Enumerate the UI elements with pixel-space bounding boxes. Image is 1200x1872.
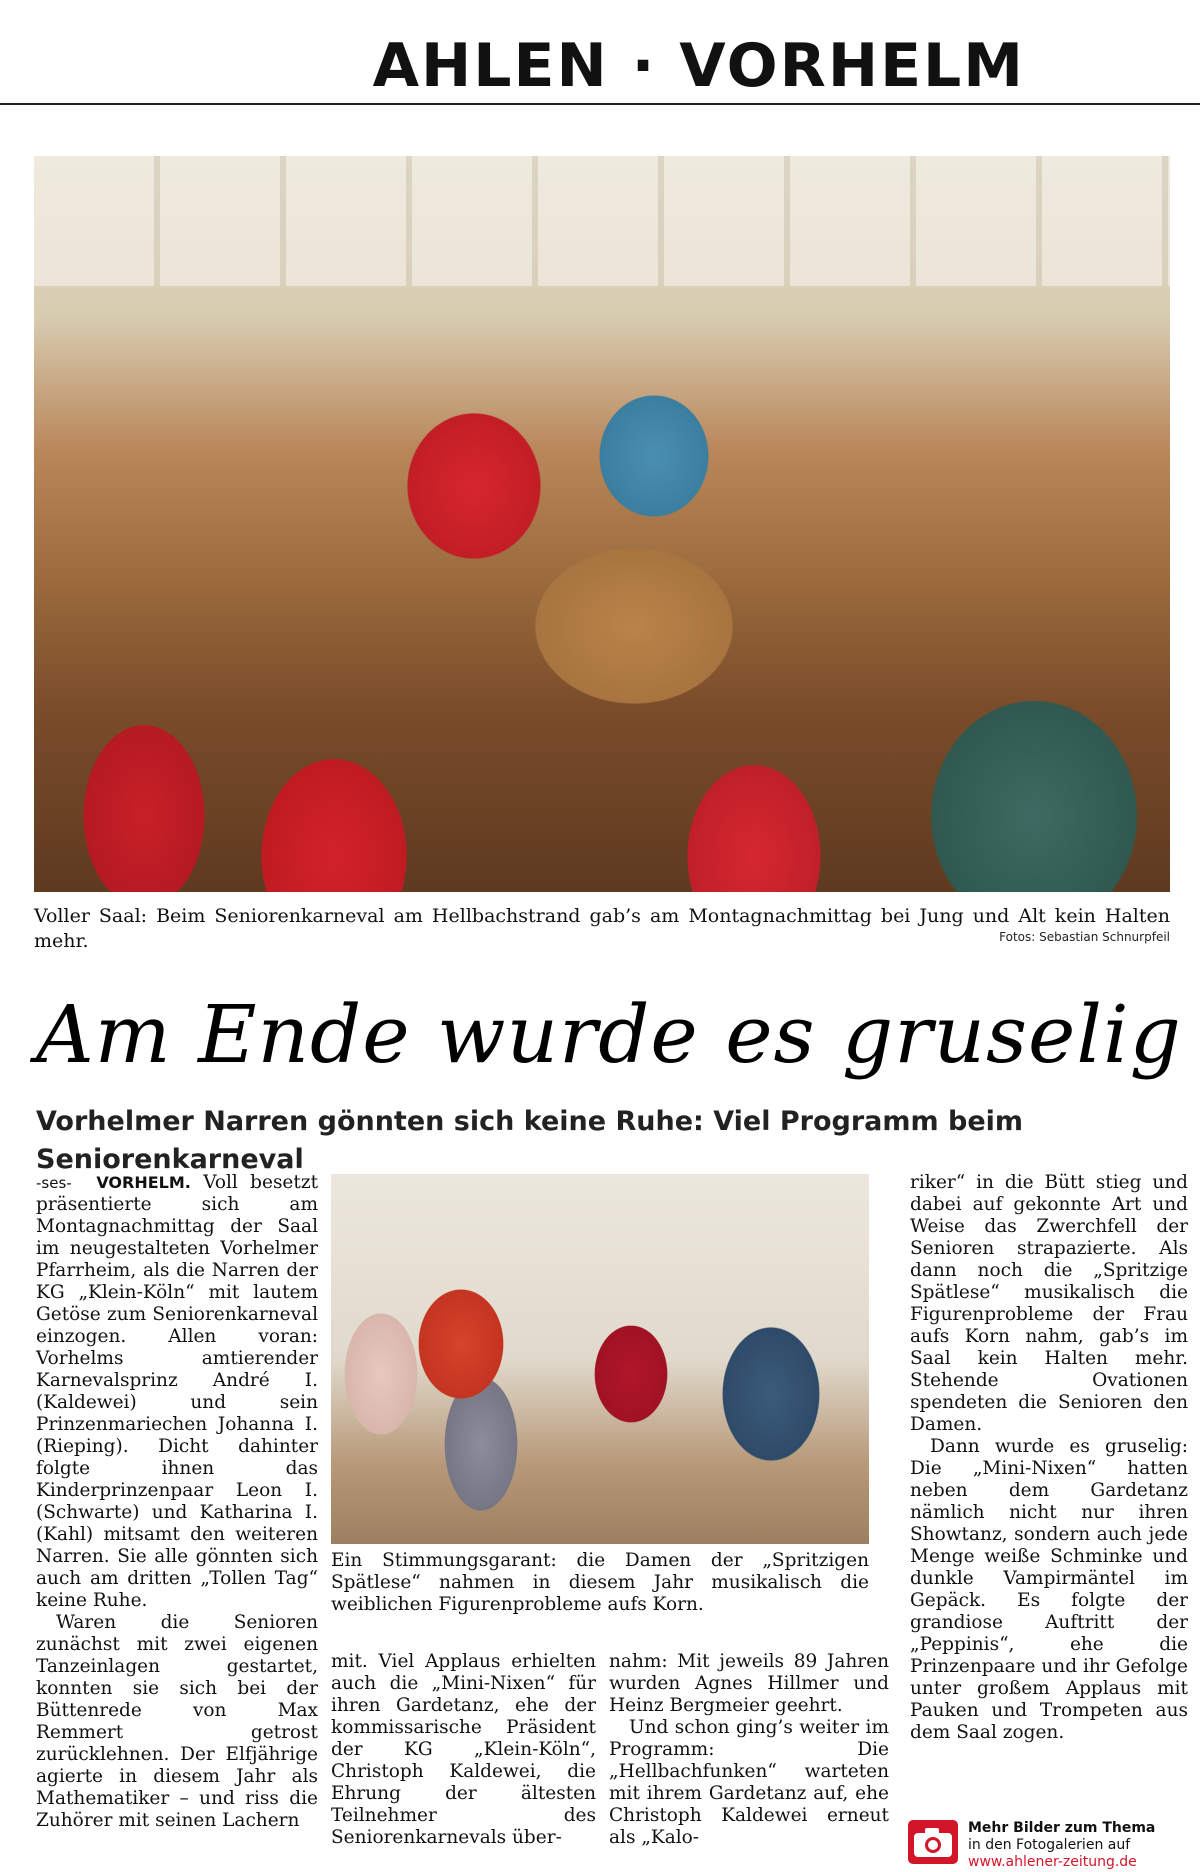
- article-paragraph: mit. Viel Applaus erhielten auch die „Mini-Nixen“ für ihren Gardetanz, ehe der kommissarische Präsident der KG „Klein-Köln“, Christoph Kaldewei, die Ehrung der ältesten Teilnehmer des Seniorenkarnevals über-: [331, 1651, 596, 1848]
- article-paragraph: [36, 1172, 318, 1612]
- paragraph-text: Voll besetzt präsentierte sich am Montagnachmittag der Saal im neugestalteten Vorhelmer Pfarrheim, als die Narren der KG „Klein-Köln“ mit lautem Getöse zum Seniorenkarneval einzogen. Allen voran: Vorhelms amtierender Karnevalsprinz André I. (Kaldewei) und sein Prinzenmariechen Johanna I. (Rieping). Dicht dahinter folgte ihnen das Kinderprinzenpaar Leon I. (Schwarte) und Katharina I. (Kahl) mitsamt den weiteren Narren. Sie alle gönnten sich auch am dritten „Tollen Tag“ keine Ruhe.: [36, 1172, 318, 1611]
- article-headline: Am Ende wurde es gruselig: [36, 988, 1182, 1081]
- article-paragraph: nahm: Mit jeweils 89 Jahren wurden Agnes Hillmer und Heinz Bergmeier geehrt.: [609, 1651, 889, 1716]
- photo-credit: Fotos: Sebastian Schnurpfeil: [999, 930, 1170, 944]
- article-column-4: [910, 1172, 1188, 1744]
- header-divider: [0, 103, 1200, 105]
- article-column-2: [331, 1651, 596, 1849]
- second-photo-spritzige-spaetlese: [331, 1174, 869, 1544]
- section-header: AHLEN · VORHELM: [372, 31, 1025, 101]
- article-column-1: [36, 1172, 318, 1832]
- gallery-link[interactable]: www.ahlener-zeitung.de: [968, 1854, 1137, 1870]
- more-photos-subtitle: in den Fotogalerien auf: [968, 1837, 1131, 1853]
- main-photo-carnival-hall: [34, 156, 1170, 892]
- second-photo-caption: Ein Stimmungsgarant: die Damen der „Spritzigen Spätlese“ nahmen in diesem Jahr musikalisch die weiblichen Figurenprobleme aufs Korn.: [331, 1550, 869, 1615]
- main-photo-caption: Voller Saal: Beim Seniorenkarneval am Hellbachstrand gab’s am Montagnachmittag bei Jung und Alt kein Halten mehr.: [34, 905, 1170, 952]
- more-photos-title: Mehr Bilder zum Thema: [968, 1820, 1156, 1836]
- dateline-city: VORHELM.: [96, 1173, 191, 1192]
- article-paragraph: Dann wurde es gruselig: Die „Mini-Nixen“ hatten neben dem Gardetanz nämlich nicht nur ihren Showtanz, sondern auch jede Menge weiße Schminke und dunkle Vampirmäntel im Gepäck. Es folgte der grandiose Auftritt der „Peppinis“, ehe die Prinzenpaare und ihr Gefolge unter großem Applaus mit Pauken und Trompeten aus dem Saal zogen.: [910, 1436, 1188, 1743]
- article-column-3: [609, 1651, 889, 1849]
- article-paragraph: Und schon ging’s weiter im Programm: Die „Hellbachfunken“ warteten mit ihrem Gardetanz auf, ehe Christoph Kaldewei erneut als „Kalo-: [609, 1717, 889, 1848]
- article-paragraph: riker“ in die Bütt stieg und dabei auf gekonnte Art und Weise das Zwerchfell der Senioren strapazierte. Als dann noch die „Spritzige Spätlese“ musikalisch die Figurenprobleme der Frau aufs Korn nahm, gab’s im Saal kein Halten mehr. Stehende Ovationen spendeten die Senioren den Damen.: [910, 1172, 1188, 1435]
- camera-icon: [908, 1820, 958, 1864]
- dateline-author: -ses-: [36, 1174, 72, 1192]
- article-paragraph: Waren die Senioren zunächst mit zwei eigenen Tanzeinlagen gestartet, konnten sie sich bei der Büttenrede von Max Remmert getrost zurücklehnen. Der Elfjährige agierte in diesem Jahr als Mathematiker – und riss die Zuhörer mit seinen Lachern: [36, 1612, 318, 1831]
- more-photos-box[interactable]: [908, 1820, 1188, 1872]
- article-subheadline: Vorhelmer Narren gönnten sich keine Ruhe: Viel Programm beim Seniorenkarneval: [36, 1106, 1024, 1175]
